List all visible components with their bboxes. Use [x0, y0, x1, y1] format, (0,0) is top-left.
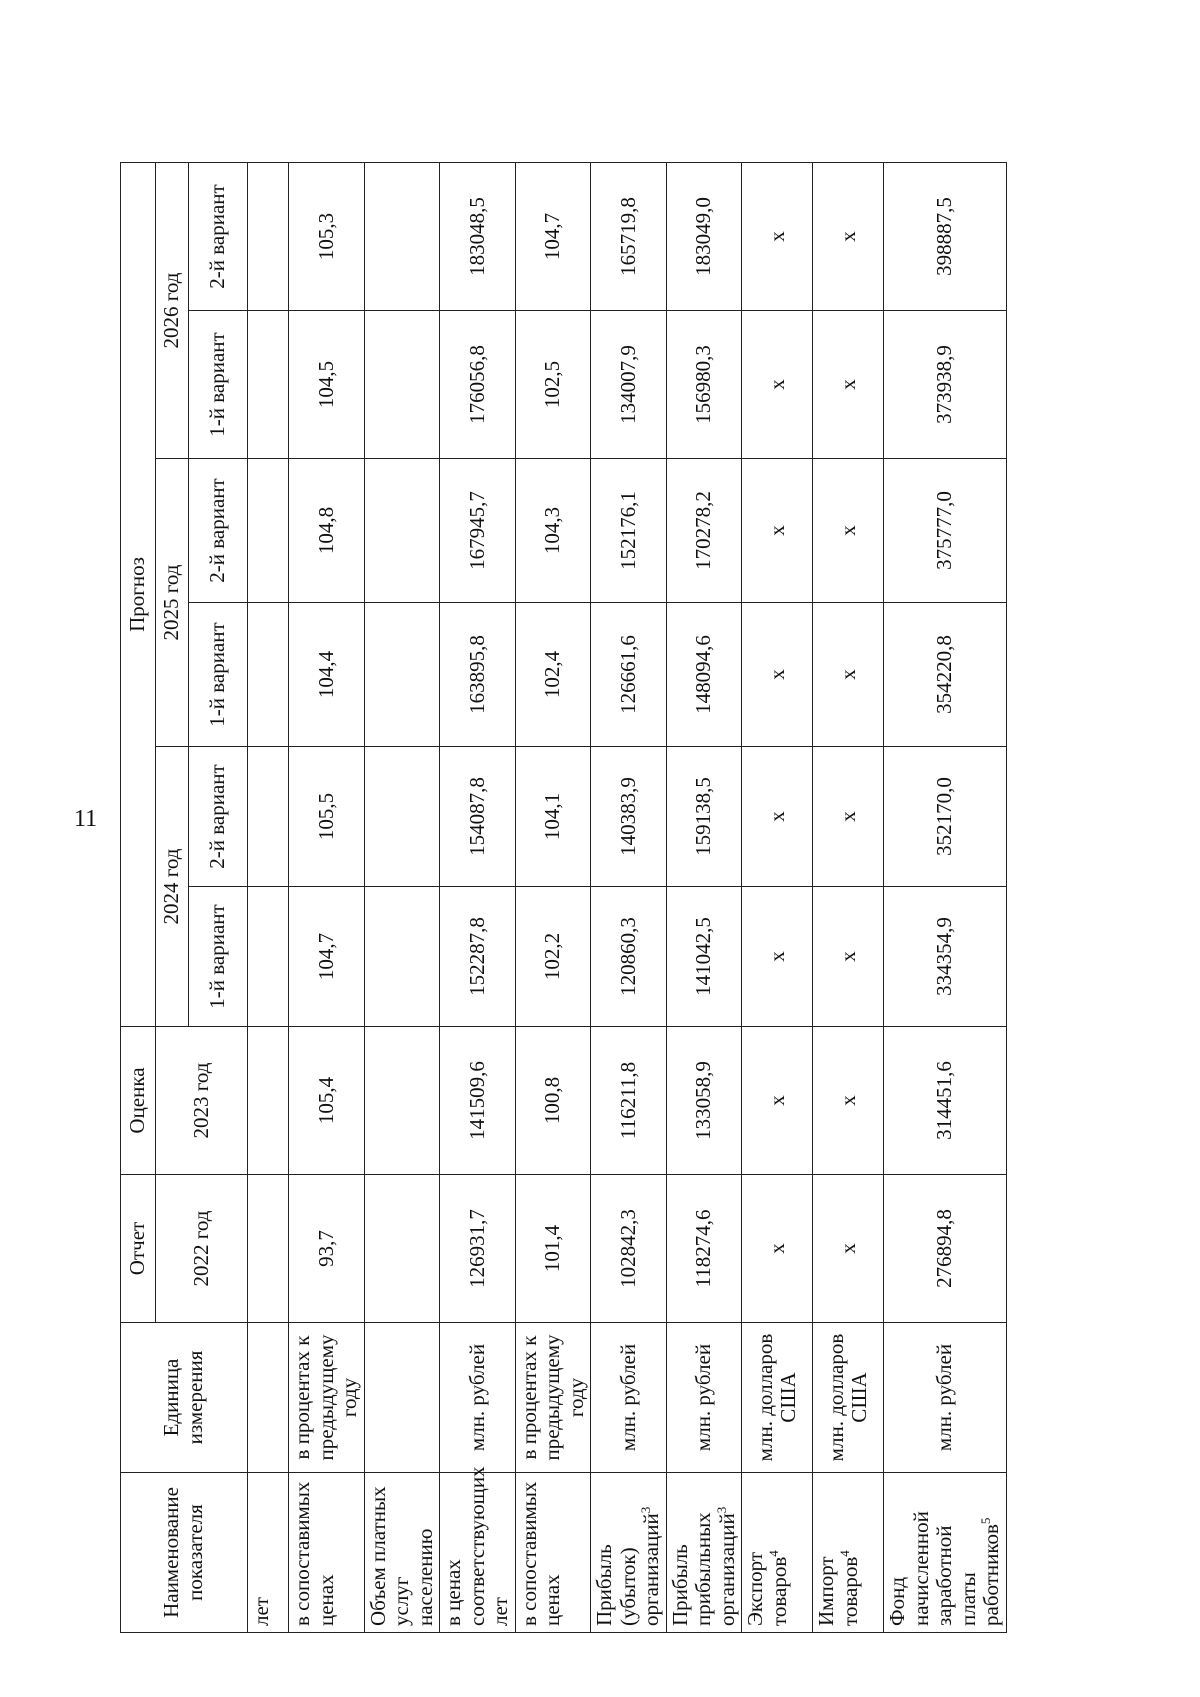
value-cell: 104,8 — [289, 459, 365, 603]
header-2025-variant-1: 1-й вариант — [189, 603, 248, 747]
value-cell: x — [742, 459, 813, 603]
value-cell: x — [813, 311, 884, 459]
header-2026-variant-1: 1-й вариант — [189, 311, 248, 459]
value-cell: 183048,5 — [440, 162, 516, 310]
value-cell: 167945,7 — [440, 459, 516, 603]
value-cell: 156980,3 — [666, 311, 742, 459]
value-cell: 373938,9 — [884, 311, 1007, 459]
value-cell: 183049,0 — [666, 162, 742, 310]
value-cell: x — [813, 747, 884, 887]
value-cell: 116211,8 — [591, 1027, 667, 1175]
value-cell — [364, 603, 440, 747]
value-cell: 133058,9 — [666, 1027, 742, 1175]
header-2026: 2026 год — [156, 162, 189, 458]
value-cell: 102,2 — [515, 887, 591, 1027]
value-cell — [248, 459, 289, 603]
value-cell — [364, 747, 440, 887]
footnote-marker: 4 — [765, 1550, 781, 1557]
value-cell — [364, 162, 440, 310]
value-cell: 152176,1 — [591, 459, 667, 603]
indicator-name-cell — [289, 1473, 365, 1633]
value-cell: 141509,6 — [440, 1027, 516, 1175]
value-cell: 104,7 — [289, 887, 365, 1027]
value-cell: 104,4 — [289, 603, 365, 747]
value-cell: 104,7 — [515, 162, 591, 310]
indicator-name-cell — [666, 1473, 742, 1633]
value-cell: x — [813, 1175, 884, 1323]
indicator-name: Прибыль прибыльных организаций — [667, 1512, 739, 1626]
header-2024-variant-1: 1-й вариант — [189, 887, 248, 1027]
indicator-name-cell — [742, 1473, 813, 1633]
value-cell — [248, 311, 289, 459]
unit-cell: млн. рублей — [884, 1323, 1007, 1473]
header-estimate: Оценка — [121, 1027, 156, 1175]
value-cell: 126931,7 — [440, 1175, 516, 1323]
value-cell: x — [813, 1027, 884, 1175]
value-cell: 352170,0 — [884, 747, 1007, 887]
indicator-name: в сопоставимых ценах — [516, 1481, 565, 1626]
unit-cell: млн. рублей — [666, 1323, 742, 1473]
value-cell — [248, 1027, 289, 1175]
footnote-marker: 3 — [638, 1506, 654, 1514]
value-cell: x — [813, 887, 884, 1027]
unit-cell — [248, 1323, 289, 1473]
value-cell: x — [742, 1027, 813, 1175]
value-cell: 141042,5 — [666, 887, 742, 1027]
value-cell: x — [742, 311, 813, 459]
value-cell: 154087,8 — [440, 747, 516, 887]
value-cell: x — [813, 603, 884, 747]
value-cell — [248, 603, 289, 747]
header-2025-variant-2: 2-й вариант — [189, 459, 248, 603]
value-cell: 134007,9 — [591, 311, 667, 459]
value-cell — [248, 162, 289, 310]
indicator-name-cell — [440, 1466, 516, 1633]
value-cell: 148094,6 — [666, 603, 742, 747]
indicator-name: в сопоставимых ценах — [290, 1481, 338, 1626]
value-cell: x — [742, 603, 813, 747]
value-cell — [364, 1175, 440, 1323]
value-cell: 152287,8 — [440, 887, 516, 1027]
value-cell — [364, 887, 440, 1027]
value-cell: 163895,8 — [440, 603, 516, 747]
indicator-name: Экспорт товаров — [743, 1551, 791, 1626]
value-cell: 159138,5 — [666, 747, 742, 887]
value-cell: 314451,6 — [884, 1027, 1007, 1175]
header-2025: 2025 год — [156, 459, 189, 747]
value-cell — [248, 887, 289, 1027]
table-row — [515, 162, 591, 1632]
footnote-marker: 5 — [978, 1517, 994, 1525]
value-cell: 100,8 — [515, 1027, 591, 1175]
value-cell: 375777,0 — [884, 459, 1007, 603]
table-row — [440, 162, 516, 1632]
value-cell: 165719,8 — [591, 162, 667, 310]
value-cell: 354220,8 — [884, 603, 1007, 747]
indicator-name: Фонд начисленной заработной платы работников — [885, 1511, 1004, 1626]
value-cell: x — [742, 887, 813, 1027]
unit-cell: млн. долларов США — [813, 1323, 884, 1473]
header-2022: 2022 год — [156, 1175, 248, 1323]
table-row — [289, 162, 365, 1632]
indicator-name: Объем платных услуг населению — [365, 1486, 437, 1626]
value-cell: 105,5 — [289, 747, 365, 887]
unit-cell: млн. рублей — [440, 1323, 516, 1473]
value-cell: x — [742, 1175, 813, 1323]
value-cell: 104,1 — [515, 747, 591, 887]
value-cell: 276894,8 — [884, 1175, 1007, 1323]
rotated-table-wrapper — [120, 163, 1200, 1633]
value-cell: x — [742, 747, 813, 887]
value-cell — [248, 747, 289, 887]
header-2023: 2023 год — [156, 1027, 248, 1175]
table-row — [364, 162, 440, 1632]
value-cell: 102842,3 — [591, 1175, 667, 1323]
indicator-name-cell — [591, 1473, 667, 1633]
value-cell: 104,5 — [289, 311, 365, 459]
table-row — [884, 162, 1007, 1632]
value-cell — [364, 1027, 440, 1175]
value-cell: 118274,6 — [666, 1175, 742, 1323]
header-unit: Единица измерения — [121, 1323, 248, 1473]
indicator-name-cell — [364, 1473, 440, 1633]
header-forecast: Прогноз — [121, 162, 156, 1026]
value-cell: 398887,5 — [884, 162, 1007, 310]
header-2024: 2024 год — [156, 747, 189, 1027]
indicator-name: в ценах соответствующих лет — [441, 1466, 513, 1626]
value-cell: 140383,9 — [591, 747, 667, 887]
indicator-name: лет — [249, 1597, 273, 1626]
value-cell: 334354,9 — [884, 887, 1007, 1027]
footnote-marker: 4 — [836, 1550, 852, 1557]
indicator-name-cell — [515, 1473, 591, 1633]
value-cell — [364, 459, 440, 603]
indicator-name: Прибыль (убыток) организаций — [592, 1513, 664, 1626]
table-row — [666, 162, 742, 1632]
value-cell: 105,4 — [289, 1027, 365, 1175]
header-2024-variant-2: 2-й вариант — [189, 747, 248, 887]
value-cell: x — [813, 162, 884, 310]
value-cell: 176056,8 — [440, 311, 516, 459]
value-cell: x — [813, 459, 884, 603]
table-row — [591, 162, 667, 1632]
value-cell — [248, 1175, 289, 1323]
page-number: 11 — [74, 806, 98, 832]
table-row — [248, 162, 289, 1632]
value-cell: 101,4 — [515, 1175, 591, 1323]
indicator-name-cell — [248, 1473, 289, 1633]
header-name: Наименование показателя — [121, 1473, 248, 1633]
value-cell: 120860,3 — [591, 887, 667, 1027]
footnote-marker: 3 — [713, 1506, 729, 1514]
unit-cell — [364, 1323, 440, 1473]
indicator-name-cell — [813, 1473, 884, 1633]
value-cell: 105,3 — [289, 162, 365, 310]
value-cell: 102,4 — [515, 603, 591, 747]
indicator-name: Импорт товаров — [814, 1556, 862, 1626]
value-cell: 102,5 — [515, 311, 591, 459]
header-2026-variant-2: 2-й вариант — [189, 162, 248, 310]
indicator-name-cell — [884, 1473, 1007, 1633]
value-cell: 93,7 — [289, 1175, 365, 1323]
header-report: Отчет — [121, 1175, 156, 1323]
value-cell — [364, 311, 440, 459]
value-cell: 126661,6 — [591, 603, 667, 747]
value-cell: x — [742, 162, 813, 310]
forecast-table — [120, 162, 1007, 1633]
table-row — [813, 162, 884, 1632]
unit-cell: в процентах к предыдущему году — [515, 1323, 591, 1473]
unit-cell: млн. рублей — [591, 1323, 667, 1473]
unit-cell: в процентах к предыдущему году — [289, 1323, 365, 1473]
value-cell: 104,3 — [515, 459, 591, 603]
unit-cell: млн. долларов США — [742, 1323, 813, 1473]
table-body — [248, 162, 1007, 1632]
value-cell: 170278,2 — [666, 459, 742, 603]
table-row — [742, 162, 813, 1632]
